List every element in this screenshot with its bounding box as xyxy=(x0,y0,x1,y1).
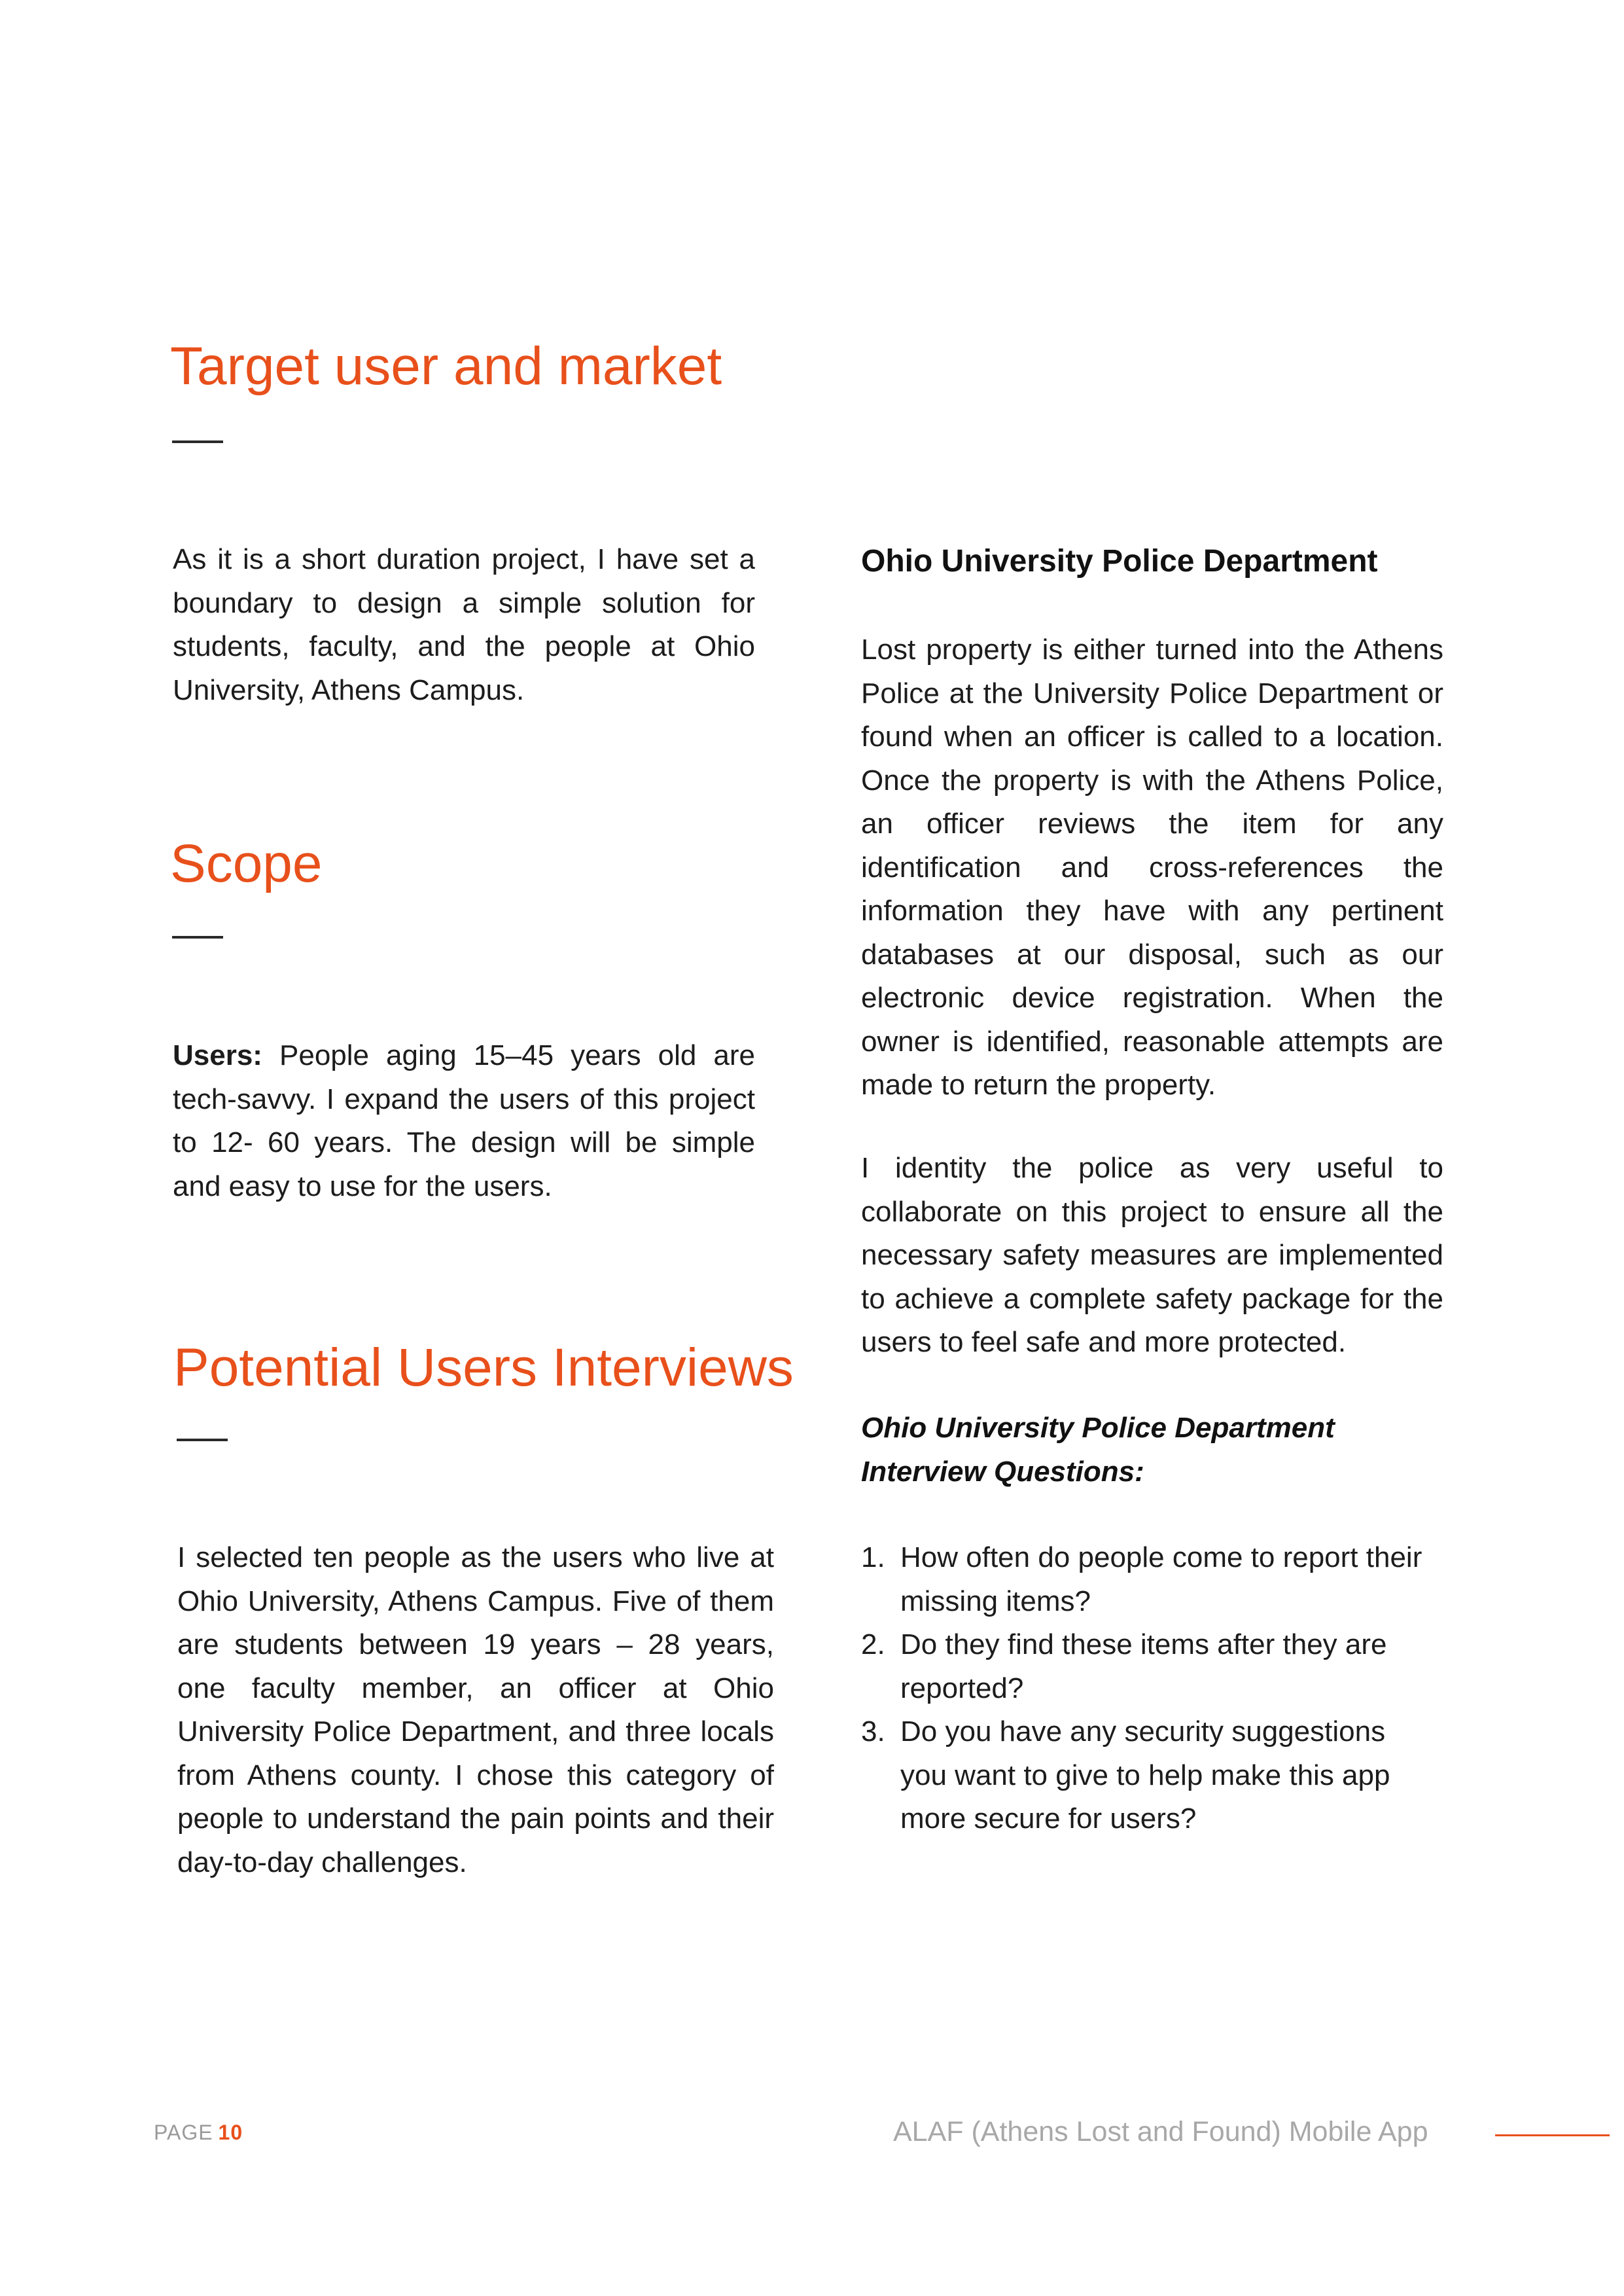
police-department-title: Ohio University Police Department xyxy=(861,544,1378,579)
interview-questions-title xyxy=(861,1407,1443,1494)
police-paragraph-2: I identity the police as very useful to collaborate on this project to ensure all the necessary safety measures are implemented to achieve a complete safety package for the users to feel safe and more protected. xyxy=(861,1152,1443,1358)
question-text: Do you have any security suggestions you want to give to help make this app more secure for users? xyxy=(900,1715,1390,1835)
interview-title-line-2: Interview Questions: xyxy=(861,1455,1144,1488)
footer-document-title: ALAF (Athens Lost and Found) Mobile App xyxy=(893,2116,1428,2147)
page-number: 10 xyxy=(218,2121,243,2144)
page-label: PAGE xyxy=(154,2121,213,2144)
users-label: Users: xyxy=(173,1039,262,1071)
users-text: People aging 15–45 years old are tech-savvy. I expand the users of this project to 12- 60 years. The design will be simple and easy to use for the users. xyxy=(173,1039,756,1202)
question-number: 3. xyxy=(861,1715,885,1748)
question-text: How often do people come to report their missing items? xyxy=(900,1541,1422,1617)
heading-rule xyxy=(172,936,223,939)
heading-rule xyxy=(172,440,223,443)
police-paragraph-1: Lost property is either turned into the Athens Police at the University Police Department or found when an officer is called to a location. Once the property is with the Athens Police, an officer reviews the item for any identification and cross-references the information they have with any pertinent databases at our disposal, such as our electronic device registration. When the owner is identified, reasonable attempts are made to return the property. xyxy=(861,634,1443,1101)
footer-page-number xyxy=(154,2121,243,2145)
question-number: 2. xyxy=(861,1628,885,1660)
heading-target-user-market: Target user and market xyxy=(170,336,722,396)
footer-accent-line xyxy=(1495,2134,1610,2136)
interviews-body: I selected ten people as the users who live at Ohio University, Athens Campus. Five of them are students between 19 years – 28 years, one faculty member, an officer at Ohio University Police Department, and three locals from Athens county. I chose this category of people to understand the pain points and their day-to-day challenges. xyxy=(177,1541,774,1878)
heading-rule xyxy=(177,1439,228,1441)
interview-questions-list xyxy=(861,1536,1437,1841)
list-item xyxy=(861,1710,1437,1841)
heading-potential-users-interviews: Potential Users Interviews xyxy=(173,1338,794,1397)
question-text: Do they find these items after they are reported? xyxy=(900,1628,1387,1704)
scope-body xyxy=(173,1034,755,1208)
heading-scope: Scope xyxy=(170,834,323,893)
list-item xyxy=(861,1623,1437,1710)
question-number: 1. xyxy=(861,1541,885,1573)
list-item xyxy=(861,1536,1437,1623)
interview-title-line-1: Ohio University Police Department xyxy=(861,1412,1335,1444)
target-body: As it is a short duration project, I have set a boundary to design a simple solution for students, faculty, and the people at Ohio University, Athens Campus. xyxy=(173,543,755,706)
